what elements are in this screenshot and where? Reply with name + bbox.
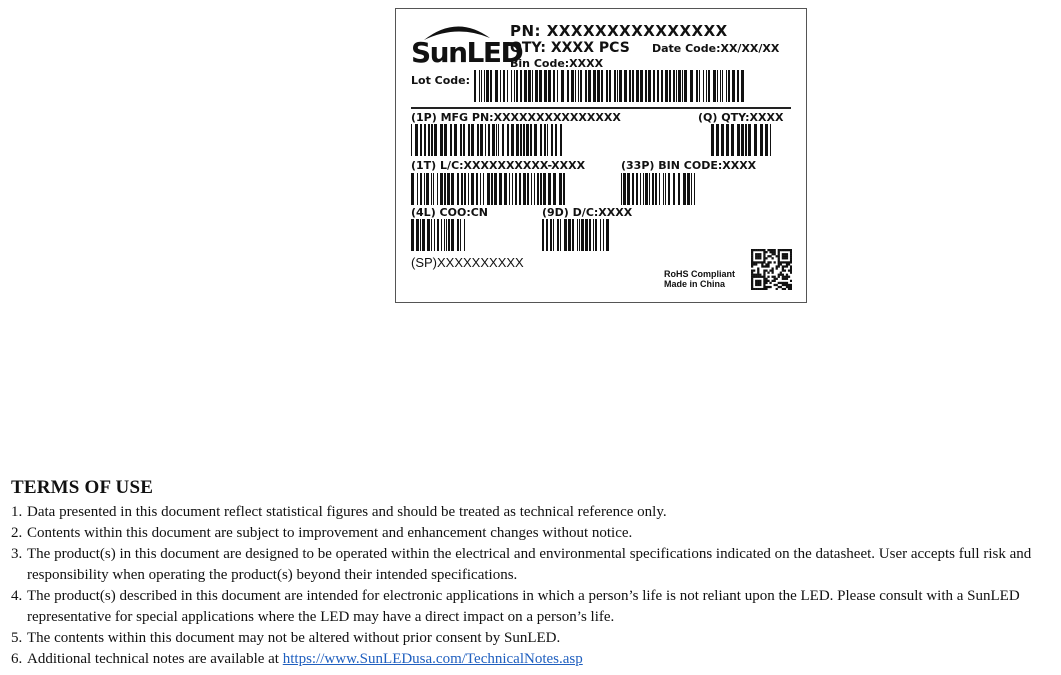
part-number: PN: XXXXXXXXXXXXXXX: [510, 22, 728, 40]
dc-barcode: [542, 219, 610, 251]
terms-item: 4. The product(s) described in this document are intended for electronic applications in which a person’s life is not reliant upon the LED. Please consult with a SunLED representative for special applications where the LED may have a direct impact on a person’s life.: [11, 588, 1020, 625]
compliance-text: [664, 269, 735, 289]
lot-code-barcode: [474, 70, 746, 102]
bin-barcode: [621, 173, 697, 205]
terms-title: TERMS OF USE: [11, 477, 154, 498]
lc-barcode: [411, 173, 565, 205]
coo-barcode: [411, 219, 467, 251]
mfg-pn-barcode: [411, 124, 565, 156]
rohs-compliant: RoHS Compliant: [664, 269, 735, 279]
bin-code-33p-label: (33P) BIN CODE:XXXX: [621, 159, 757, 172]
coo-label: (4L) COO:CN: [411, 206, 488, 219]
terms-item: 6. Additional technical notes are available at https://www.SunLEDusa.com/TechnicalNotes.asp: [11, 651, 583, 667]
terms-item: 3. The product(s) in this document are designed to be operated within the electrical and environmental specifications indicated on the datasheet. User accepts full risk and responsibility when operating the product(s) beyond their intended specifications.: [11, 546, 1032, 583]
sp-code: (SP)XXXXXXXXXX: [411, 255, 524, 270]
date-code-9d-label: (9D) D/C:XXXX: [542, 206, 633, 219]
terms-item: 5. The contents within this document may not be altered without prior consent by SunLED.: [11, 630, 561, 646]
qty-barcode: [711, 124, 773, 156]
terms-list: [11, 502, 1051, 670]
qty-label: (Q) QTY:XXXX: [698, 111, 784, 124]
mfg-pn-label: (1P) MFG PN:XXXXXXXXXXXXXXX: [411, 111, 621, 124]
terms-item: 2. Contents within this document are subject to improvement and enhancement changes without notice.: [11, 525, 633, 541]
date-code: Date Code:XX/XX/XX: [652, 42, 780, 55]
label-divider: [411, 107, 791, 109]
technical-notes-link[interactable]: https://www.SunLEDusa.com/TechnicalNotes.asp: [282, 651, 583, 667]
quantity: QTY: XXXX PCS: [510, 40, 630, 56]
qr-code-icon: [751, 249, 792, 290]
lot-code-label: Lot Code:: [411, 74, 471, 87]
terms-of-use: [11, 477, 1051, 670]
terms-item: 1. Data presented in this document reflect statistical figures and should be treated as technical reference only.: [11, 504, 667, 520]
lot-code-text: (1T) L/C:XXXXXXXXXX-XXXX: [411, 159, 586, 172]
made-in: Made in China: [664, 279, 726, 289]
brand-logo: SunLED: [411, 36, 523, 69]
bin-code: Bin Code:XXXX: [510, 57, 604, 70]
